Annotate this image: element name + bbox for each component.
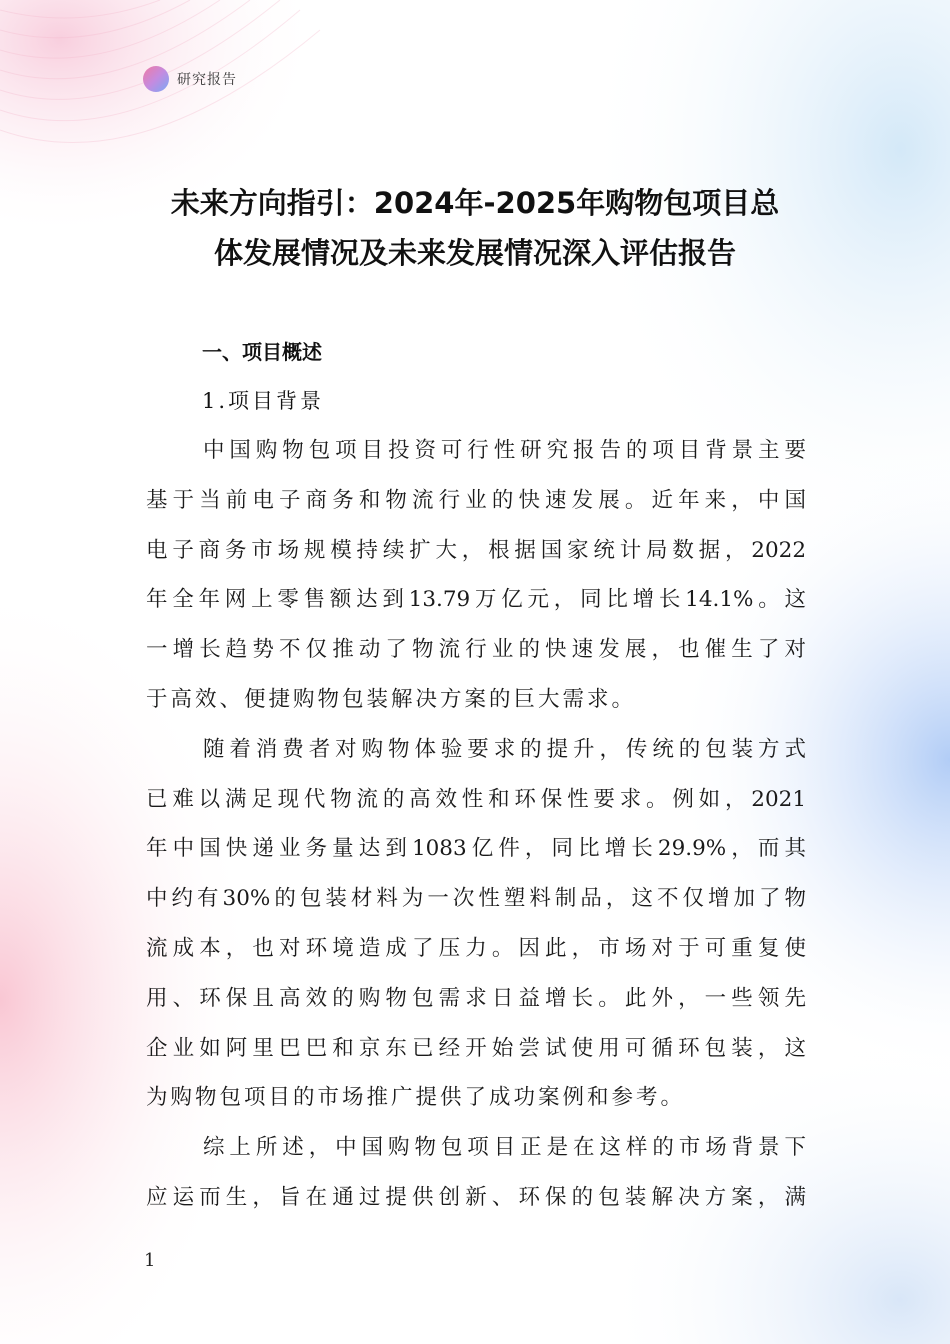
body-line: 综上所述，中国购物包项目正是在这样的市场背景下 [203,1135,806,1161]
body-line: 电子商务市场规模持续扩大，根据国家统计局数据，2022 [146,537,806,563]
body-line: 年全年网上零售额达到13.79万亿元，同比增长14.1%。这 [146,587,806,613]
document-title [140,178,810,278]
section-heading: 一、项目概述 [202,340,322,364]
body-line: 于高效、便捷购物包装解决方案的巨大需求。 [146,686,637,712]
body-line: 应运而生，旨在通过提供创新、环保的包装解决方案，满 [146,1184,806,1210]
report-header [143,66,237,92]
header-label: 研究报告 [177,72,237,88]
body-line: 中约有30%的包装材料为一次性塑料制品，这不仅增加了物 [146,886,806,912]
title-line-2: 体发展情况及未来发展情况深入评估报告 [213,236,736,270]
body-text [146,426,806,1223]
sub-heading: 1.项目背景 [202,389,325,413]
body-line: 一增长趋势不仅推动了物流行业的快速发展，也催生了对 [146,637,806,663]
body-line: 随着消费者对购物体验要求的提升，传统的包装方式 [203,736,806,762]
body-line: 已难以满足现代物流的高效性和环保性要求。例如，2021 [146,786,806,812]
page-number: 1 [144,1250,156,1271]
body-line: 为购物包项目的市场推广提供了成功案例和参考。 [146,1085,686,1111]
body-line: 年中国快递业务量达到1083亿件，同比增长29.9%，而其 [146,836,806,862]
title-line-1: 未来方向指引：2024年-2025年购物包项目总 [170,186,780,220]
logo-circle-icon [143,66,169,92]
body-line: 用、环保且高效的购物包需求日益增长。此外，一些领先 [146,985,806,1011]
body-line: 流成本，也对环境造成了压力。因此，市场对于可重复使 [146,935,806,961]
body-line: 基于当前电子商务和物流行业的快速发展。近年来，中国 [146,487,806,513]
body-line: 企业如阿里巴巴和京东已经开始尝试使用可循环包装，这 [146,1035,806,1061]
body-line: 中国购物包项目投资可行性研究报告的项目背景主要 [203,438,806,463]
